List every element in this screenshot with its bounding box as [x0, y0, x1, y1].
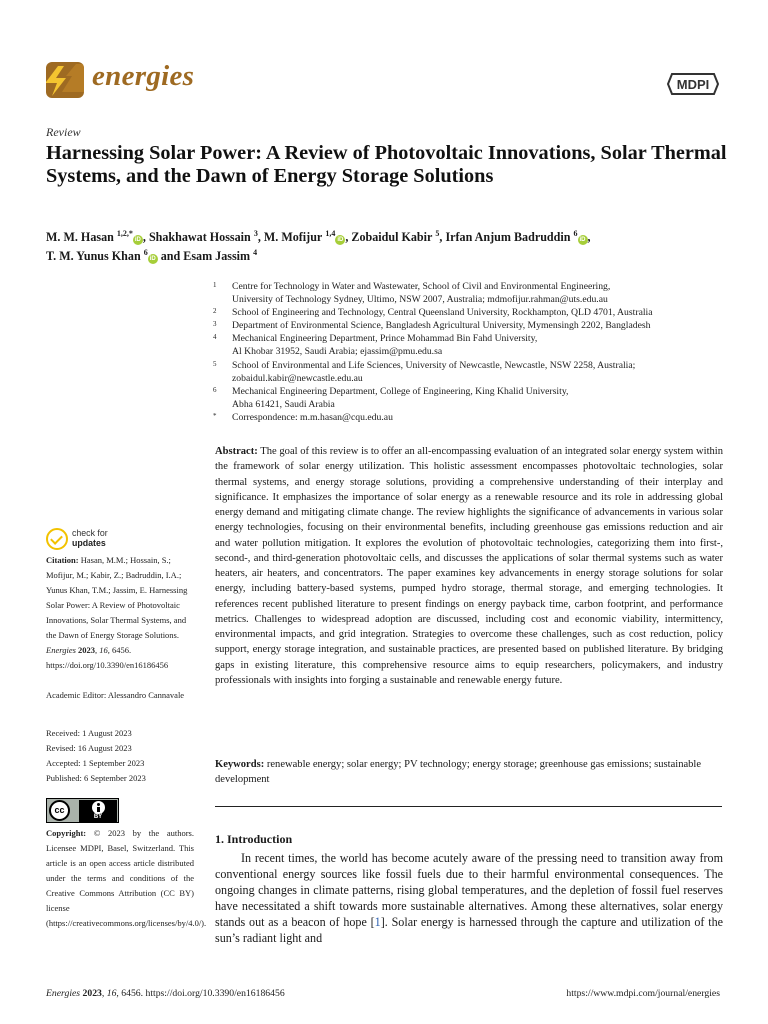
journal-name: energies [92, 60, 195, 92]
affiliation-item: 6 Mechanical Engineering Department, College of Engineering, King Khalid University, Abha 61421, Saudi Arabia [213, 385, 569, 410]
orcid-icon[interactable]: iD [579, 237, 586, 244]
affiliation-item: 5 School of Environmental and Life Sciences, University of Newcastle, Newcastle, NSW 2258, Australia; zobaidul.kabir@newcastle.edu.au [213, 359, 636, 384]
author-affiliation: 4 [253, 248, 258, 258]
affiliation-item: 4 Mechanical Engineering Department, Prince Mohammad Bin Fahd University, Al Khobar 31952, Saudi Arabia; ejassim@pmu.edu.sa [213, 333, 538, 358]
author-name: Esam Jassim [183, 249, 251, 264]
abstract-text: The goal of this review is to offer an all-encompassing evaluation of an integrated solar energy system within the framework of solar energy utilization. This holistic assessment encompasses photovoltaic technologies, solar thermal systems, and energy storage solutions, providing a comprehensive understanding of their interplay and significance. It emphasizes the importance of solar energy as a renewable resource and its role in addressing global energy demand and mitigating climate change. The review highlights the significance of advancements in various solar energy technologies, focusing on their environmental benefits, including greenhouse gas emissions reduction and air and water pollution mitigation. It explores the evolution of photovoltaic technologies, categorizing them into first-, second-, and third-generation photovoltaic cells, and discusses the applications of solar thermal systems such as water heaters, air heaters, and concentrators. The paper examines key advancements in energy storage solutions for solar energy, including battery-based systems, pumped hydro storage, thermal storage, and emerging technologies. It references recent published literature to present findings on energy payback time, carbon footprint, and performance metrics. Challenges to widespread adoption are discussed, including cost and economic viability, intermittency, environmental impacts, and grid integration. Strategies to overcome these challenges, such as cost reduction, policy support, energy storage integration, and sustainable practices, are presented based on published literature. By bridging gaps in existing literature, this comprehensive resource aims to equip researchers, policymakers, and industry professionals with insights into forging a sustainable and renewable energy future. [215, 446, 723, 686]
author-name: Shakhawat Hossain [148, 230, 251, 245]
introduction-text: In recent times, the world has become acutely aware of the pressing need to transition away from conventional energy sources like fossil fuels due to their harmful environmental consequences. The ongoing changes in climate patterns, rising global temperatures, and the depletion of fossil fuel reserves have necessitated a shift towards more sustainable alternatives. Among these alternatives, solar energy stands out as a beacon of hope [1]. Solar energy is harnessed through the capture and utilization of the sun’s radiant light and [215, 851, 723, 945]
affiliation-item: 2 School of Engineering and Technology, Central Queensland University, Rockhampton, QLD 4701, Australia [213, 307, 653, 319]
section-heading: 1. Introduction [215, 832, 293, 846]
affiliation-item: 1 Centre for Technology in Water and Wastewater, School of Civil and Environmental Engineering, University of Technology Sydney, Ultimo, NSW 2007, Australia; mdmofijur.rahman@uts.edu.au [213, 281, 611, 306]
keywords-text: renewable energy; solar energy; PV technology; energy storage; greenhouse gas emissions; sustainable development [215, 759, 702, 786]
author-affiliation: 6 [573, 229, 578, 238]
orcid-icon[interactable]: iD [134, 237, 141, 244]
citation-box: Citation: Hasan, M.M.; Hossain, S.; Mofijur, M.; Kabir, Z.; Badruddin, I.A.; Yunus Khan, T.M.; Jassim, E. Harnessing Solar Power: A Review of Photovoltaic Innovations, Solar Thermal Systems, and the Dawn of Energy Storage Solutions. Energies 2023, 16, 6456. https://doi.org/10.3390/en16186456 [46, 555, 188, 670]
keywords-label: Keywords: [215, 759, 265, 770]
accepted-date: Accepted: 1 September 2023 [46, 758, 145, 768]
article-title: Harnessing Solar Power: A Review of Photovoltaic Innovations, Solar Thermal Systems, and the Dawn of Energy Storage Solutions [46, 142, 727, 187]
affiliation-item: * Correspondence: m.m.hasan@cqu.edu.au [213, 411, 393, 423]
by-label: BY [93, 814, 103, 820]
check-for-updates-button[interactable]: check for updates [46, 528, 166, 552]
orcid-icon[interactable]: iD [149, 256, 156, 263]
academic-editor: Academic Editor: Alessandro Cannavale [46, 690, 185, 700]
citation-link[interactable]: 1 [374, 914, 381, 929]
cc-by-license-badge[interactable] [46, 798, 119, 823]
published-date: Published: 6 September 2023 [46, 773, 146, 783]
footer-journal-url[interactable]: https://www.mdpi.com/journal/energies [566, 988, 720, 999]
attribution-person-icon [92, 801, 105, 814]
abstract-label: Abstract: [215, 446, 258, 457]
mdpi-label: MDPI [676, 77, 710, 92]
section-divider [215, 806, 722, 807]
author-name: T. M. Yunus Khan [46, 249, 141, 264]
cc-icon: cc [49, 800, 70, 821]
author-name: M. M. Hasan [46, 230, 114, 245]
mdpi-logo-icon [666, 70, 720, 98]
author-affiliation: 5 [435, 229, 440, 238]
author-name: M. Mofijur [263, 230, 323, 245]
abstract [215, 444, 723, 688]
footer-citation: Energies 2023, 16, 6456. https://doi.org/10.3390/en16186456 [46, 988, 285, 999]
author-affiliation: 1,4 [325, 229, 336, 238]
revised-date: Revised: 16 August 2023 [46, 743, 132, 753]
orcid-icon[interactable]: iD [337, 237, 344, 244]
author-name: Irfan Anjum Badruddin [445, 230, 571, 245]
author-affiliation: 1,2,* [116, 229, 133, 238]
journal-logo-icon [46, 62, 84, 98]
check-updates-icon [46, 528, 68, 550]
author-list: M. M. Hasan $^{1,2,*}$iD , Shakhawat Hossain $^3$, M. Mofijur $^{1,4}$iD , Zobaidul Kabir $^5$, Irfan Anjum Badruddin $^6$iD , T. M. Yunus Khan $^6$iD and Esam Jassim $^4$ [46, 229, 591, 264]
author-name: Zobaidul Kabir [351, 230, 433, 245]
keywords [215, 757, 723, 788]
publication-dates [46, 726, 194, 786]
affiliation-item: 3 Department of Environmental Science, Bangladesh Agricultural University, Mymensingh 2202, Bangladesh [213, 320, 651, 332]
article-type: Review [46, 125, 81, 139]
author-affiliation: 3 [253, 229, 258, 238]
copyright-notice: Copyright: © 2023 by the authors. Licensee MDPI, Basel, Switzerland. This article is an open access article distributed under the terms and conditions of the Creative Commons Attribution (CC BY) license (https://creativecommons.org/licenses/by/4.0/). [46, 828, 207, 928]
affiliations [213, 280, 733, 424]
received-date: Received: 1 August 2023 [46, 728, 132, 738]
author-affiliation: 6 [143, 248, 148, 258]
